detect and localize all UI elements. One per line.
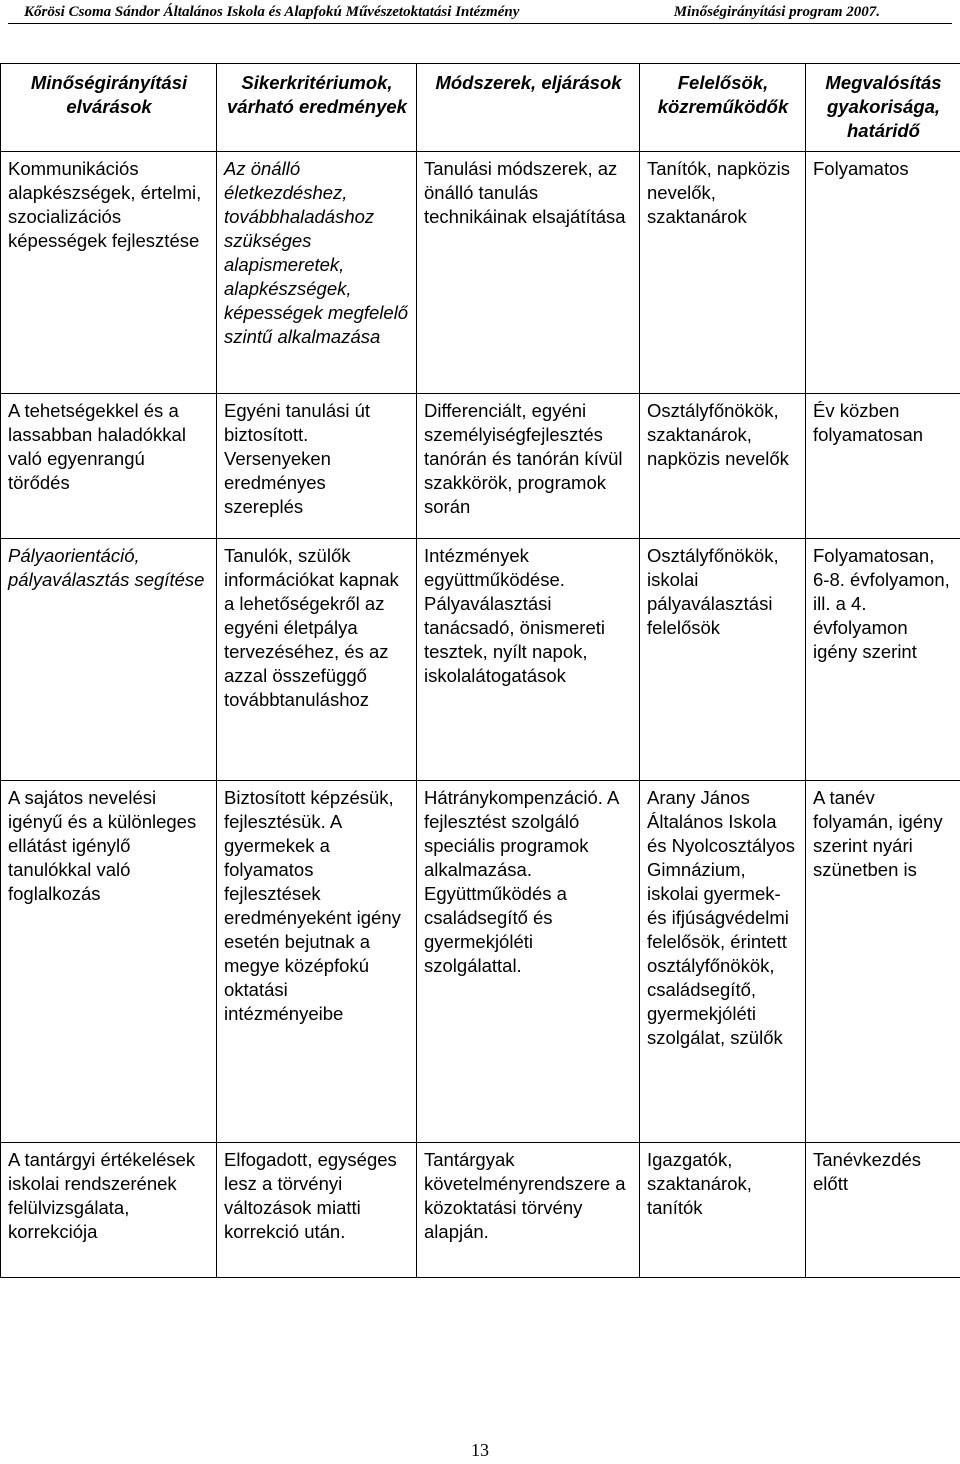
table-row: [1, 539, 960, 781]
table-header-row: [1, 64, 960, 152]
column-header-frequency: Megvalósítás gyakorisága, határidő: [806, 64, 960, 152]
cell-frequency: Év közben folyamatosan: [806, 394, 960, 539]
cell-method: Differenciált, egyéni személyiségfejlesztés tanórán és tanórán kívül szakkörök, programok során: [417, 394, 640, 539]
cell-success-criteria: Egyéni tanulási út biztosított. Versenyeken eredményes szereplés: [217, 394, 417, 539]
cell-responsible: Arany János Általános Iskola és Nyolcosztályos Gimnázium, iskolai gyermek- és ifjúságvédelmi felelősök, érintett osztályfőnökök, családsegítő, gyermekjóléti szolgálat, szülők: [640, 781, 806, 1143]
cell-success-criteria: Biztosított képzésük, fejlesztésük. A gyermekek a folyamatos fejlesztések eredményeként igény esetén bejutnak a megye középfokú oktatási intézményeibe: [217, 781, 417, 1143]
cell-responsible: Osztályfőnökök, iskolai pályaválasztási felelősök: [640, 539, 806, 781]
column-header-expectations: Minőségirányítási elvárások: [1, 64, 217, 152]
program-title: Minőségirányítási program 2007.: [673, 4, 880, 20]
column-header-responsible: Felelősök, közreműködők: [640, 64, 806, 152]
column-header-methods: Módszerek, eljárások: [417, 64, 640, 152]
cell-responsible: Tanítók, napközis nevelők, szaktanárok: [640, 152, 806, 394]
table-row: [1, 781, 960, 1143]
cell-method: Tanulási módszerek, az önálló tanulás technikáinak elsajátítása: [417, 152, 640, 394]
quality-management-table: [0, 63, 960, 1278]
institution-name: Kőrösi Csoma Sándor Általános Iskola és Alapfokú Művészetoktatási Intézmény: [24, 4, 520, 20]
table-row: [1, 152, 960, 394]
cell-method: Intézmények együttműködése. Pályaválasztási tanácsadó, önismereti tesztek, nyílt napok, iskolalátogatások: [417, 539, 640, 781]
cell-frequency: Folyamatos: [806, 152, 960, 394]
cell-expectation: A sajátos nevelési igényű és a különleges ellátást igénylő tanulókkal való foglalkozás: [1, 781, 217, 1143]
cell-responsible: Igazgatók, szaktanárok, tanítók: [640, 1143, 806, 1278]
cell-expectation: Kommunikációs alapkészségek, értelmi, szocializációs képességek fejlesztése: [1, 152, 217, 394]
cell-method: Hátránykompenzáció. A fejlesztést szolgáló speciális programok alkalmazása. Együttműködés a családsegítő és gyermekjóléti szolgálattal.: [417, 781, 640, 1143]
page-number: 13: [471, 1440, 489, 1460]
cell-frequency: A tanév folyamán, igény szerint nyári szünetben is: [806, 781, 960, 1143]
cell-success-criteria: Elfogadott, egységes lesz a törvényi változások miatti korrekció után.: [217, 1143, 417, 1278]
page-header: [8, 3, 952, 24]
cell-expectation: A tehetségekkel és a lassabban haladókkal való egyenrangú törődés: [1, 394, 217, 539]
table-row: [1, 394, 960, 539]
table-row: [1, 1143, 960, 1278]
cell-success-criteria: Tanulók, szülők információkat kapnak a lehetőségekről az egyéni életpálya tervezéséhez, és az azzal összefüggő továbbtanuláshoz: [217, 539, 417, 781]
column-header-success-criteria: Sikerkritériumok, várható eredmények: [217, 64, 417, 152]
cell-method: Tantárgyak követelményrendszere a közoktatási törvény alapján.: [417, 1143, 640, 1278]
cell-expectation: A tantárgyi értékelések iskolai rendszerének felülvizsgálata, korrekciója: [1, 1143, 217, 1278]
cell-expectation: Pályaorientáció, pályaválasztás segítése: [1, 539, 217, 781]
cell-frequency: Tanévkezdés előtt: [806, 1143, 960, 1278]
cell-success-criteria: Az önálló életkezdéshez, továbbhaladáshoz szükséges alapismeretek, alapkészségek, képességek megfelelő szintű alkalmazása: [217, 152, 417, 394]
cell-responsible: Osztályfőnökök, szaktanárok, napközis nevelők: [640, 394, 806, 539]
cell-frequency: Folyamatosan, 6-8. évfolyamon, ill. a 4. évfolyamon igény szerint: [806, 539, 960, 781]
